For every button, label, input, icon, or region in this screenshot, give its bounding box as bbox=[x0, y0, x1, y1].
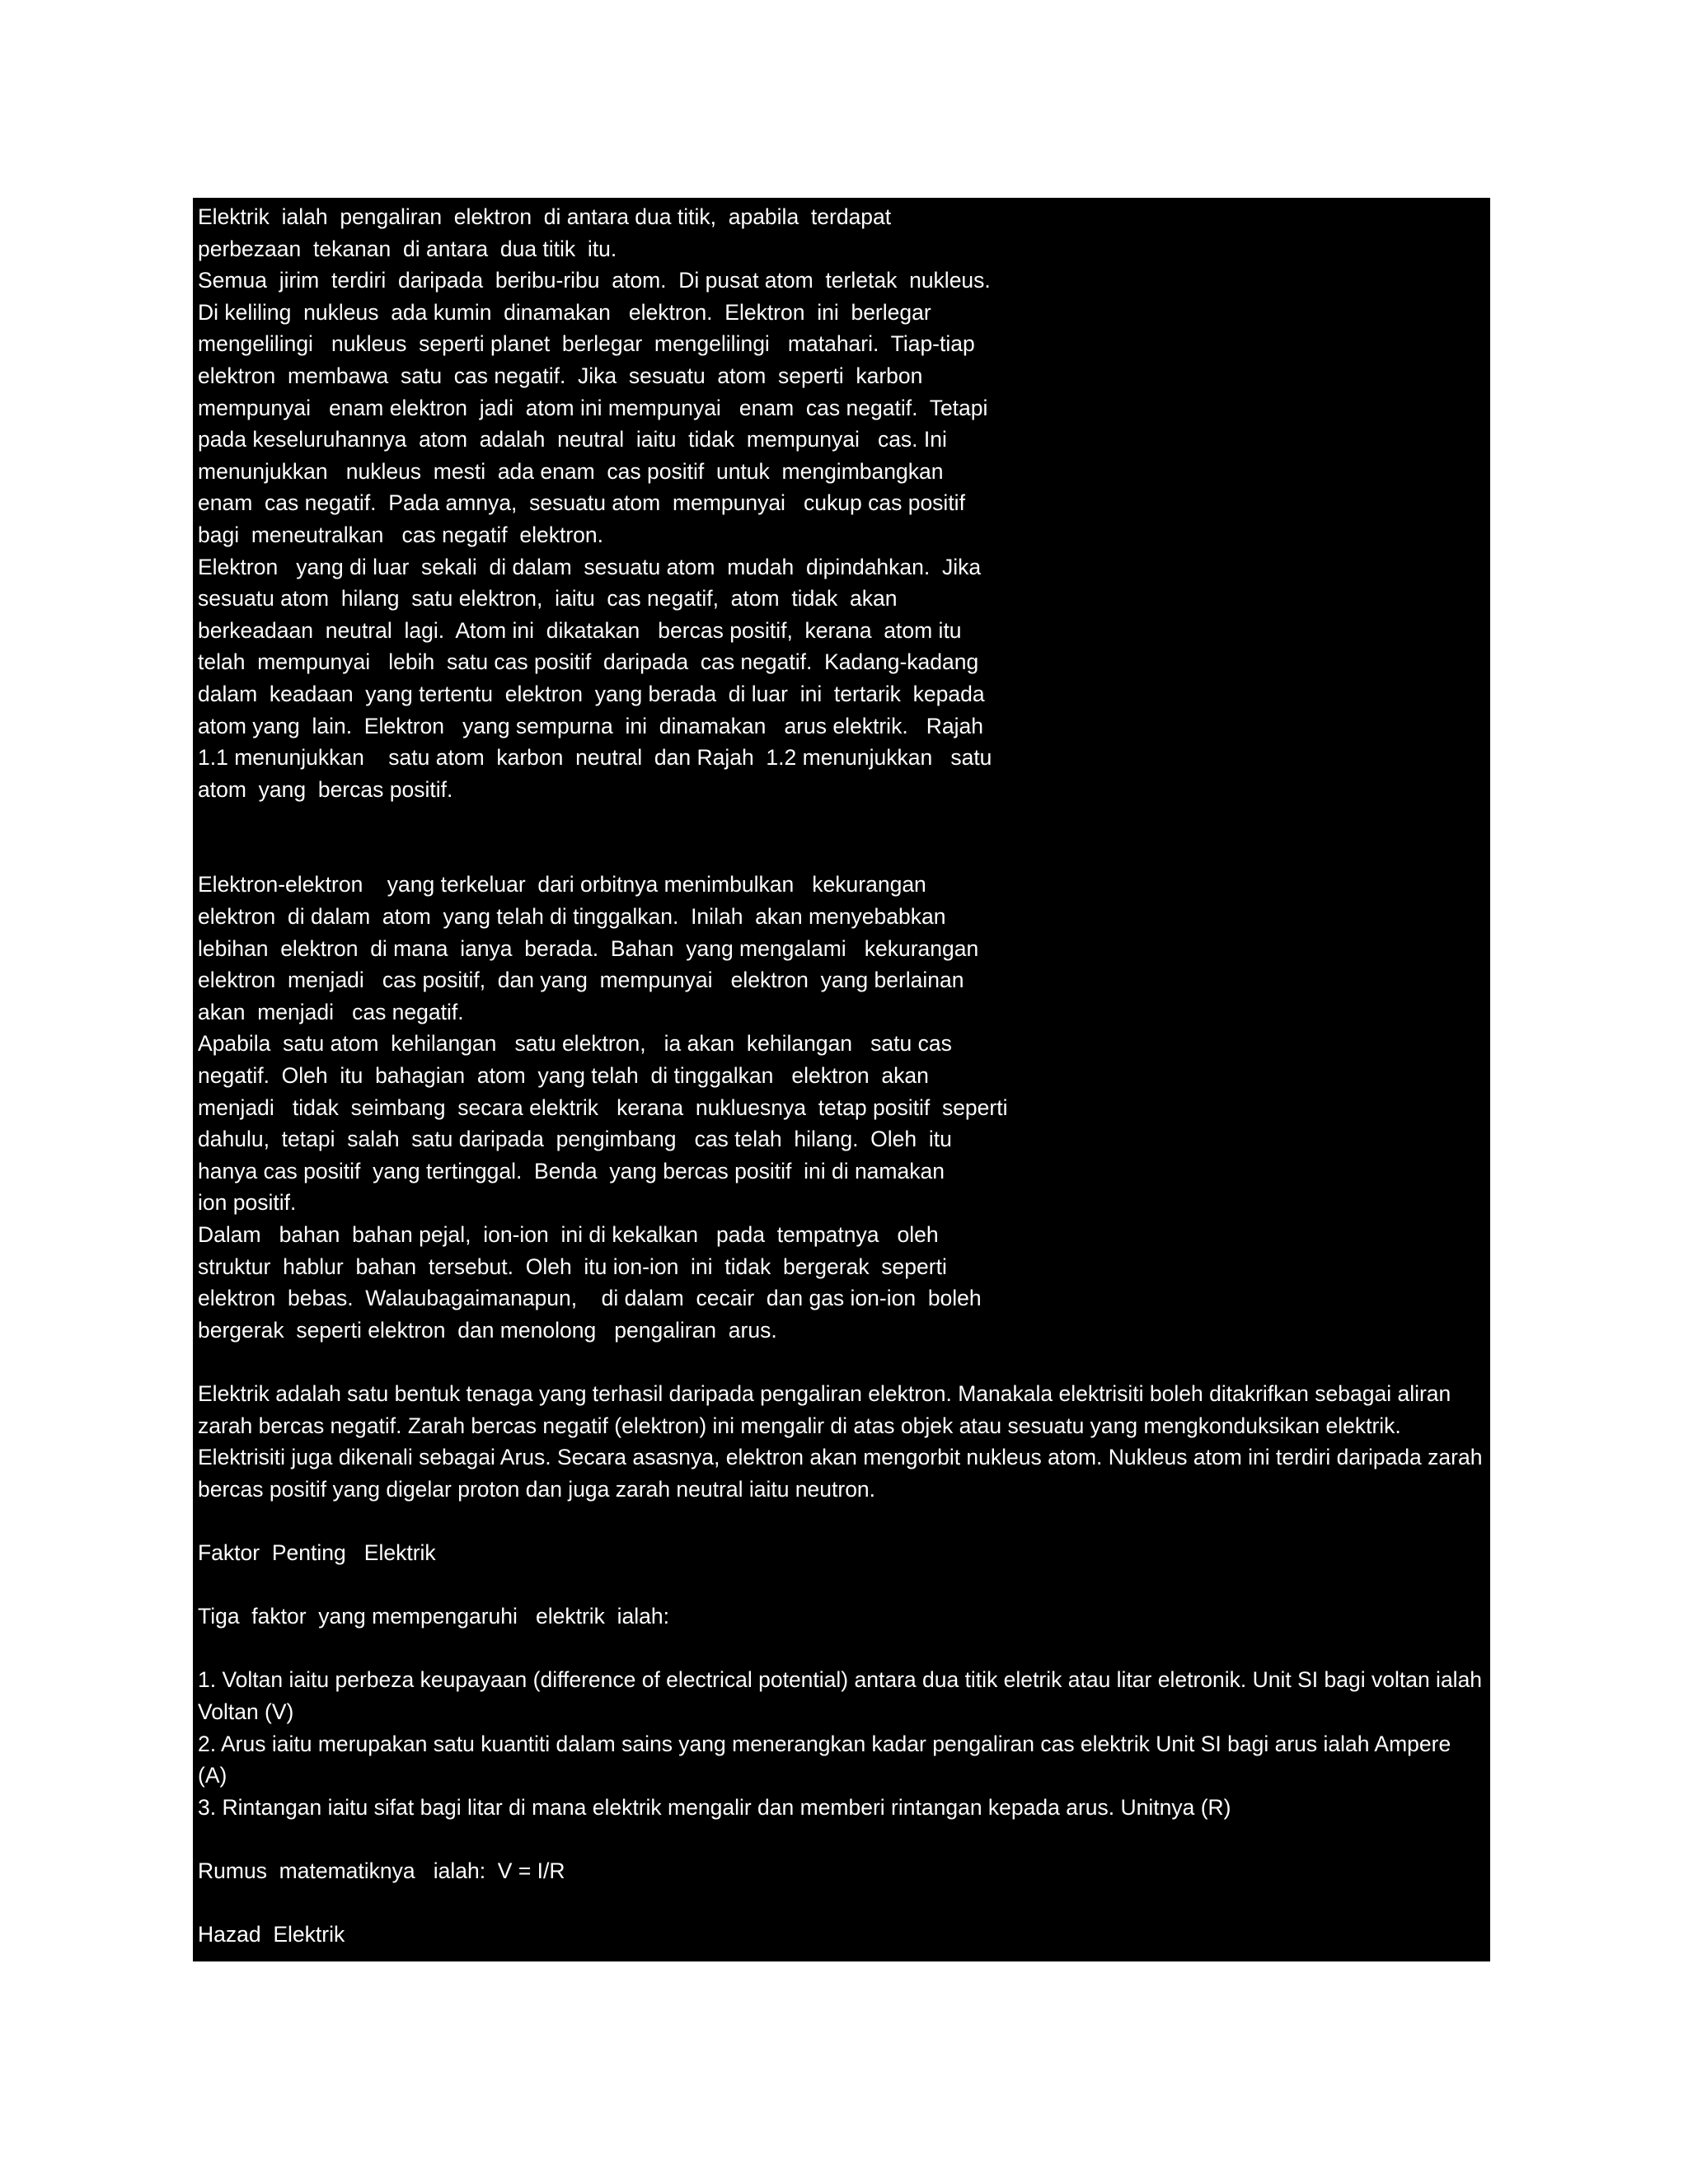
factor-item-arus: 2. Arus iaitu merupakan satu kuantiti dalam sains yang menerangkan kadar pengaliran cas elektrik Unit SI bagi arus ialah Ampere (A) bbox=[198, 1731, 1451, 1788]
formula-line: Rumus matematiknya ialah: V = I/R bbox=[198, 1858, 565, 1883]
atom-text-line: dalam keadaan yang tertentu elektron yang berada di luar ini tertarik kepada bbox=[198, 681, 985, 706]
atom-text-line: menunjukkan nukleus mesti ada enam cas positif untuk mengimbangkan bbox=[198, 458, 944, 484]
atom-text-line: atom yang bercas positif. bbox=[198, 776, 453, 802]
spacer bbox=[198, 1823, 1485, 1855]
ion-text-line: struktur hablur bahan tersebut. Oleh itu ion-ion ini tidak bergerak seperti bbox=[198, 1254, 947, 1279]
ion-text-line: Dalam bahan bahan pejal, ion-ion ini di kekalkan pada tempatnya oleh bbox=[198, 1222, 939, 1247]
ion-text-line: bergerak seperti elektron dan menolong pengaliran arus. bbox=[198, 1317, 777, 1343]
ion-text-line: Elektron-elektron yang terkeluar dari orbitnya menimbulkan kekurangan bbox=[198, 872, 926, 898]
paragraph-group-atom bbox=[198, 201, 1485, 805]
heading-faktor-penting: Faktor Penting Elektrik bbox=[198, 1540, 436, 1565]
ion-text-line: hanya cas positif yang tertinggal. Benda yang bercas positif ini di namakan bbox=[198, 1158, 945, 1183]
ion-text-line: akan menjadi cas negatif. bbox=[198, 999, 464, 1024]
ion-text-line: elektron di dalam atom yang telah di tinggalkan. Inilah akan menyebabkan bbox=[198, 904, 946, 930]
atom-text-line: sesuatu atom hilang satu elektron, iaitu cas negatif, atom tidak akan bbox=[198, 586, 898, 612]
document-page bbox=[193, 198, 1490, 1961]
atom-text-line: berkeadaan neutral lagi. Atom ini dikatakan bercas positif, kerana atom itu bbox=[198, 617, 962, 643]
atom-text-line: Elektrik ialah pengaliran elektron di antara dua titik, apabila terdapat bbox=[198, 204, 892, 229]
ion-text-line: ion positif. bbox=[198, 1190, 297, 1216]
spacer bbox=[198, 1886, 1485, 1919]
atom-text-line: bagi meneutralkan cas negatif elektron. bbox=[198, 522, 604, 547]
ion-text-line: negatif. Oleh itu bahagian atom yang telah di tinggalkan elektron akan bbox=[198, 1063, 929, 1089]
spacer bbox=[198, 805, 1485, 869]
spacer bbox=[198, 1633, 1485, 1665]
factor-item-voltan: 1. Voltan iaitu perbeza keupayaan (difference of electrical potential) antara dua titik eletrik atau litar eletronik. Unit SI bagi voltan ialah Voltan (V) bbox=[198, 1667, 1483, 1724]
ion-text-line: elektron bebas. Walaubagaimanapun, di dalam cecair dan gas ion-ion boleh bbox=[198, 1286, 982, 1311]
atom-text-line: enam cas negatif. Pada amnya, sesuatu atom mempunyai cukup cas positif bbox=[198, 490, 965, 516]
spacer bbox=[198, 1346, 1485, 1378]
ion-text-line: dahulu, tetapi salah satu daripada pengimbang cas telah hilang. Oleh itu bbox=[198, 1127, 952, 1152]
ion-text-line: elektron menjadi cas positif, dan yang mempunyai elektron yang berlainan bbox=[198, 968, 964, 993]
ion-text-line: lebihan elektron di mana ianya berada. Bahan yang mengalami kekurangan bbox=[198, 935, 979, 961]
spacer bbox=[198, 1569, 1485, 1601]
spacer bbox=[198, 1505, 1485, 1537]
atom-text-line: mengelilingi nukleus seperti planet berlegar mengelilingi matahari. Tiap-tiap bbox=[198, 331, 975, 357]
atom-text-line: Semua jirim terdiri daripada beribu-ribu atom. Di pusat atom terletak nukleus. bbox=[198, 268, 991, 293]
atom-text-line: atom yang lain. Elektron yang sempurna ini dinamakan arus elektrik. Rajah bbox=[198, 713, 984, 738]
atom-text-line: perbezaan tekanan di antara dua titik itu. bbox=[198, 236, 617, 261]
factor-item-rintangan: 3. Rintangan iaitu sifat bagi litar di mana elektrik mengalir dan memberi rintangan kepada arus. Unitnya (R) bbox=[198, 1794, 1231, 1820]
atom-text-line: 1.1 menunjukkan satu atom karbon neutral dan Rajah 1.2 menunjukkan satu bbox=[198, 745, 992, 771]
paragraph-elektrik-definition: Elektrik adalah satu bentuk tenaga yang terhasil daripada pengaliran elektron. Manakala elektrisiti boleh ditakrifkan sebagai aliran zarah bercas negatif. Zarah bercas negatif (elektron) ini mengalir di atas objek atau sesuatu yang mengkonduksikan elektrik. Elektrisiti juga dikenali sebagai Arus. Secara asasnya, elektron akan mengorbit nukleus atom. Nukleus atom ini terdiri daripada zarah bercas positif yang digelar proton dan juga zarah neutral iaitu neutron. bbox=[198, 1380, 1483, 1502]
ion-text-line: menjadi tidak seimbang secara elektrik kerana nukluesnya tetap positif seperti bbox=[198, 1094, 1008, 1120]
atom-text-line: elektron membawa satu cas negatif. Jika sesuatu atom seperti karbon bbox=[198, 363, 923, 388]
atom-text-line: mempunyai enam elektron jadi atom ini mempunyai enam cas negatif. Tetapi bbox=[198, 395, 988, 420]
paragraph-group-ion bbox=[198, 869, 1485, 1346]
atom-text-line: pada keseluruhannya atom adalah neutral iaitu tidak mempunyai cas. Ini bbox=[198, 427, 947, 452]
heading-hazad-elektrik: Hazad Elektrik bbox=[198, 1922, 345, 1947]
atom-text-line: Di keliling nukleus ada kumin dinamakan elektron. Elektron ini berlegar bbox=[198, 299, 931, 325]
atom-text-line: telah mempunyai lebih satu cas positif daripada cas negatif. Kadang-kadang bbox=[198, 649, 979, 675]
atom-text-line: Elektron yang di luar sekali di dalam sesuatu atom mudah dipindahkan. Jika bbox=[198, 554, 982, 579]
faktor-intro: Tiga faktor yang mempengaruhi elektrik ialah: bbox=[198, 1604, 669, 1629]
ion-text-line: Apabila satu atom kehilangan satu elektron, ia akan kehilangan satu cas bbox=[198, 1031, 952, 1057]
